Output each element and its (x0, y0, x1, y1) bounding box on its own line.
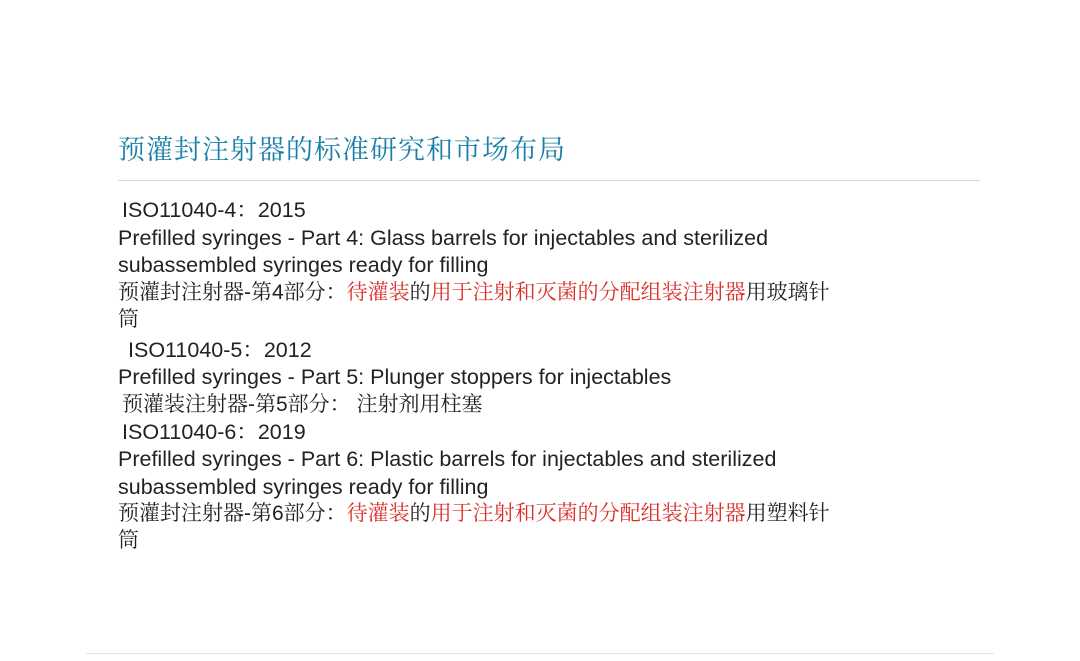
cn-highlight-3b: 用于注射和灭菌的分配组装注射器 (430, 502, 746, 526)
footer-divider (86, 653, 994, 654)
standard-cn-title-1-wrap: 筒 (118, 307, 139, 331)
standard-cn-title-3-wrap: 筒 (118, 529, 139, 553)
cn-mid-1: 的 (409, 280, 431, 304)
standard-en-title-1-line1: Prefilled syringes - Part 4: Glass barrels for injectables and sterilized (118, 225, 769, 250)
standard-cn-title-3 (118, 501, 978, 528)
cn-highlight-1a: 待灌装 (346, 280, 410, 304)
cn-highlight-3a: 待灌装 (346, 502, 410, 526)
cn-suffix-1: 用玻璃针 (745, 280, 830, 304)
cn-mid-3: 的 (409, 502, 431, 526)
standard-code-3: ISO11040-6：2019 (122, 419, 306, 444)
cn-prefix-3: 预灌封注射器-第6部分： (118, 502, 347, 526)
standard-en-title-1-line2: subassembled syringes ready for filling (118, 253, 489, 278)
title-divider (118, 180, 980, 181)
cn-suffix-3: 用塑料针 (745, 502, 830, 526)
standard-cn-title-1 (118, 280, 978, 307)
standard-en-title-3-line1: Prefilled syringes - Part 6: Plastic barrels for injectables and sterilized (118, 447, 777, 472)
cn-highlight-1b: 用于注射和灭菌的分配组装注射器 (430, 280, 746, 304)
standard-code-2: ISO11040-5：2012 (128, 337, 312, 362)
page-title: 预灌封注射器的标准研究和市场布局 (118, 135, 566, 165)
standards-list (118, 197, 978, 555)
cn-prefix-1: 预灌封注射器-第4部分： (118, 280, 347, 304)
standard-en-title-3-line2: subassembled syringes ready for filling (118, 474, 489, 499)
standard-code-1: ISO11040-4：2015 (122, 198, 306, 223)
standard-en-title-2-line1: Prefilled syringes - Part 5: Plunger stoppers for injectables (118, 365, 672, 390)
standard-cn-title-2: 预灌装注射器-第5部分： 注射剂用柱塞 (122, 392, 483, 416)
slide-content (118, 132, 978, 555)
